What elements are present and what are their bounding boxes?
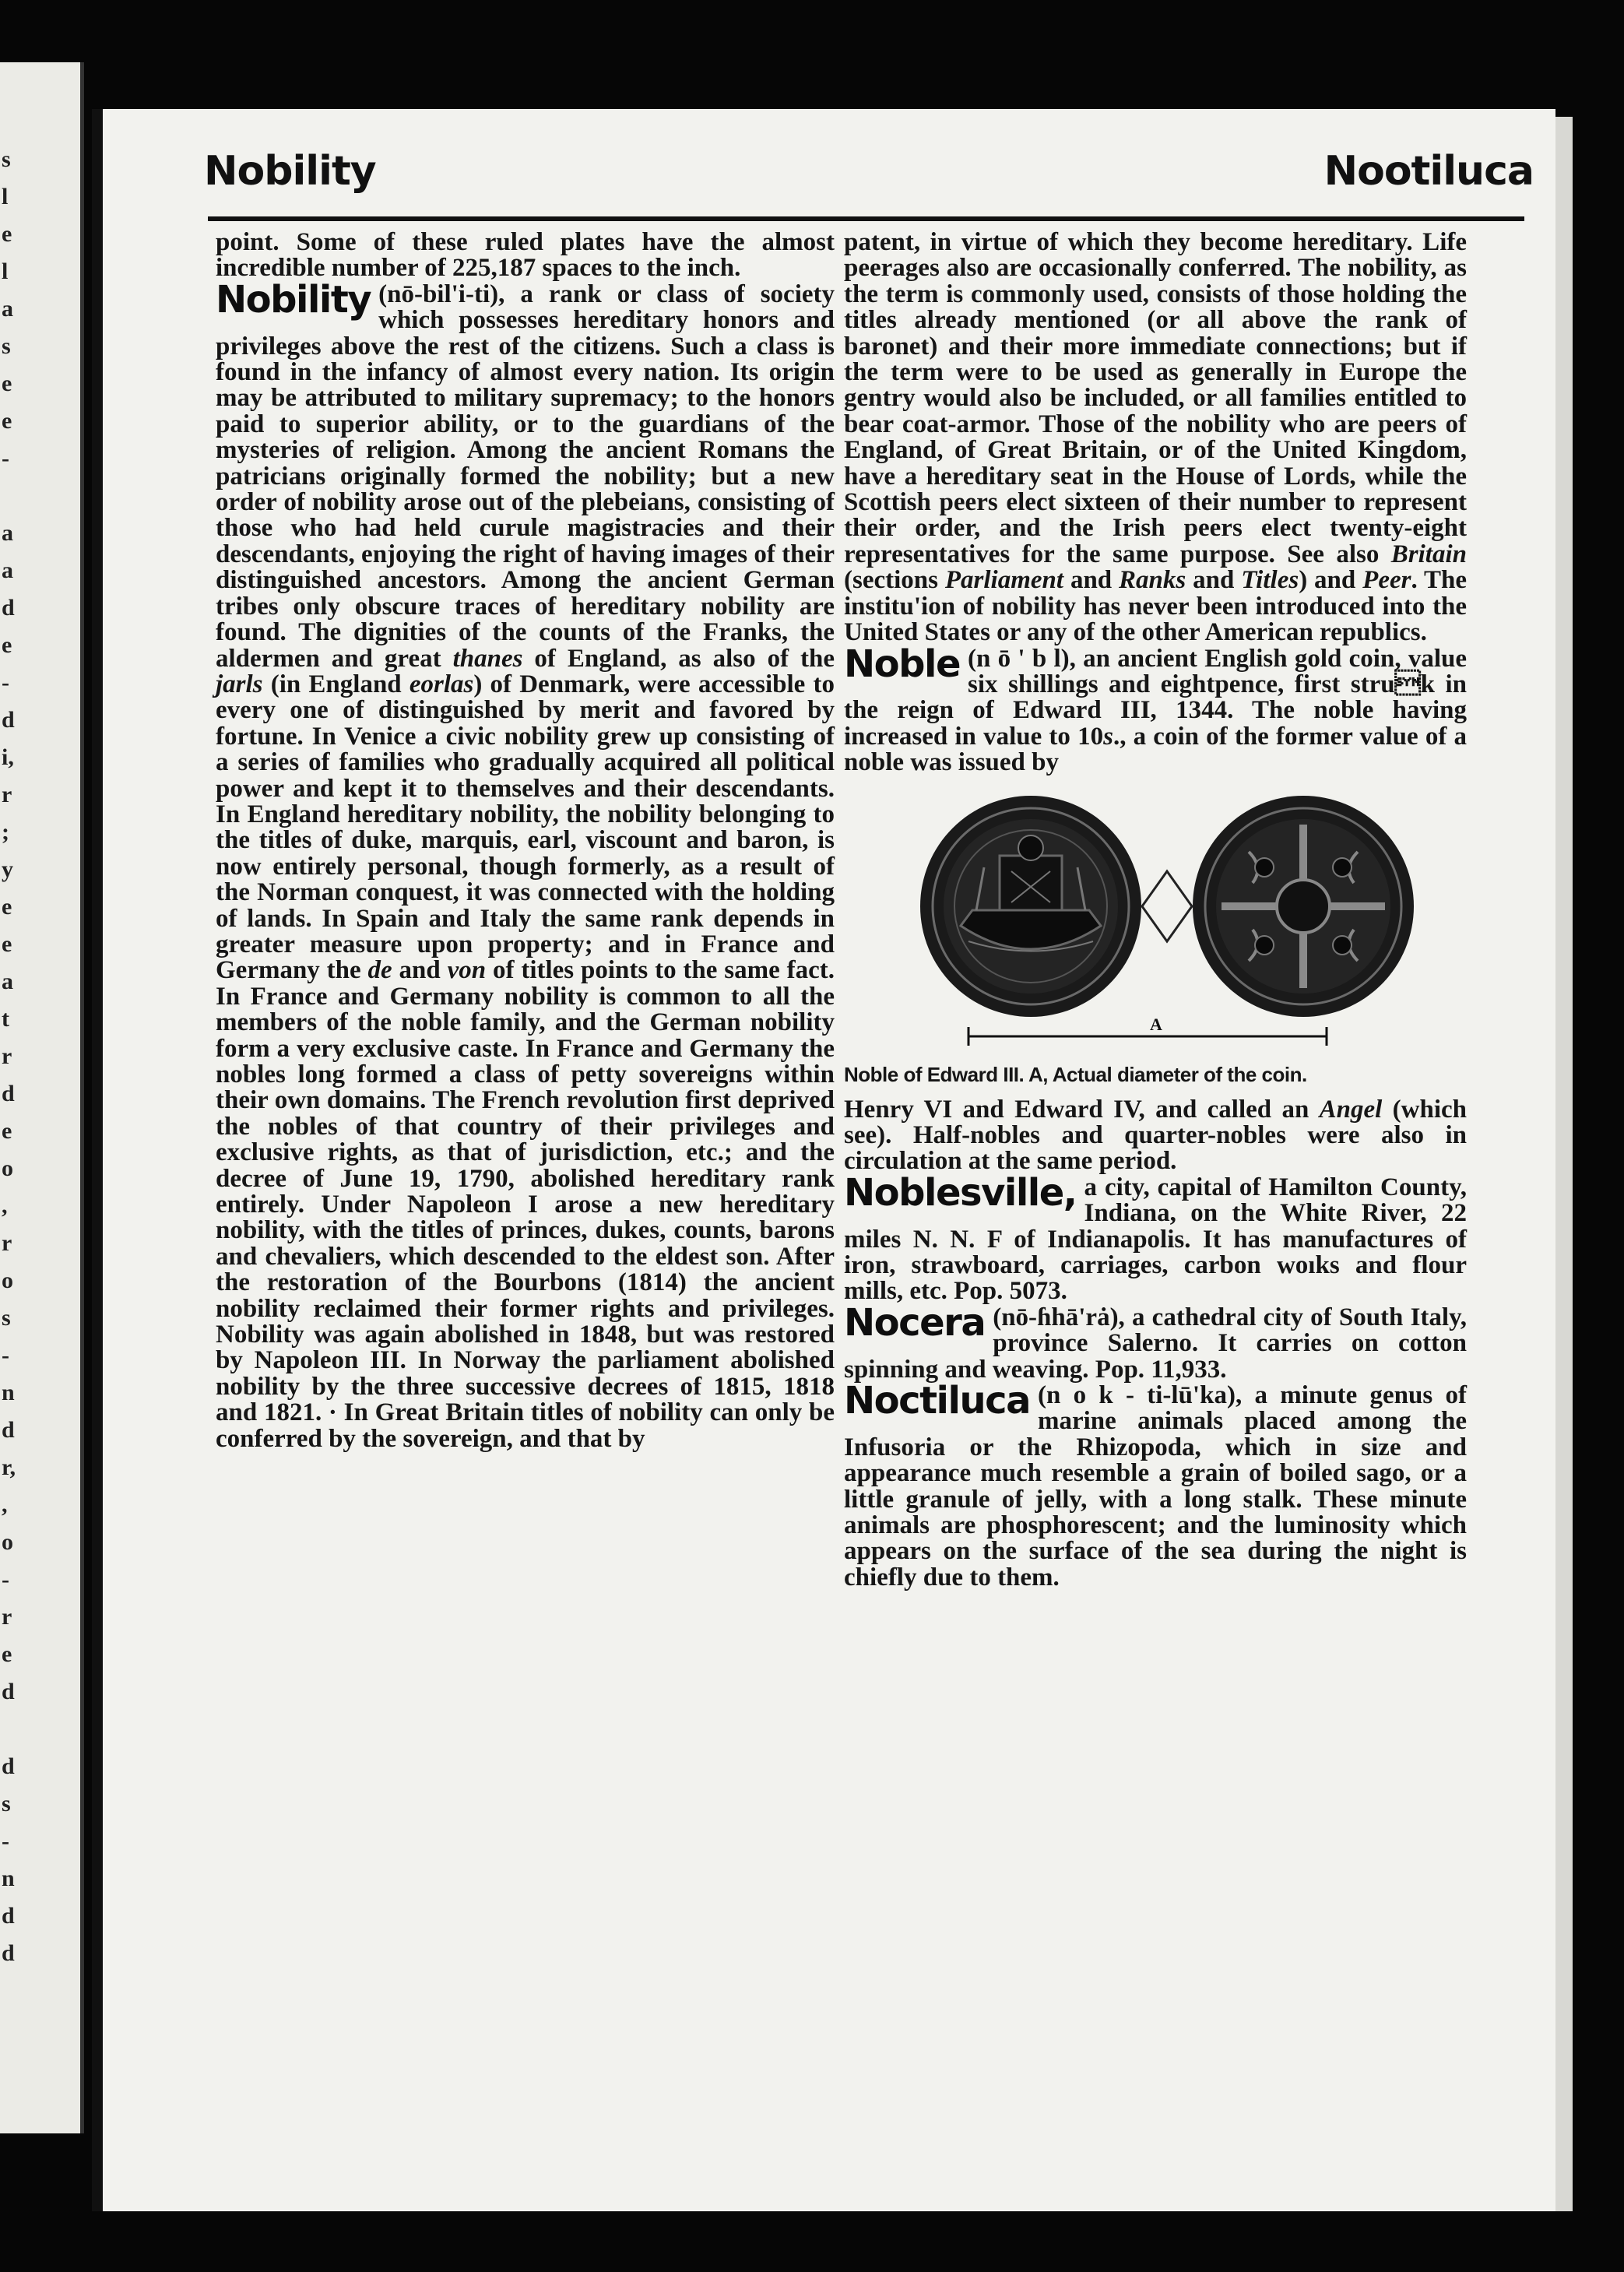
entry-text: and <box>392 956 448 985</box>
margin-fragment: - <box>2 1828 9 1854</box>
entry-text: a cathedral city of South Italy, province Salerno. It carries on cotton spinning and weaving. Pop. 11,933. <box>844 1303 1467 1384</box>
adjacent-page-edge <box>0 62 84 2133</box>
entry-text: ) of Denmark, were accessible to every one of distinguished by merit and favored by fortune. In Venice a civic nobility grew up consisting of a series of families who gradually acquired all political power and kept it to themselves and their descendants. In England hereditary nobility, the nobility belonging to the titles of duke, marquis, earl, viscount and baron, is now entirely personal, though formerly, as a result of the Norman conquest, it was connected with the holding of lands. In Spain and Italy the same rank depends in greater measure upon property; and in France and Germany the <box>216 670 835 985</box>
margin-fragment: e <box>2 1118 12 1144</box>
left-column <box>216 230 835 1452</box>
continued-text: point. Some of these ruled plates have the almost incredible number of 225,187 spaces to the inch. <box>216 228 835 283</box>
right-column <box>844 230 1467 1591</box>
italic-term: thanes <box>452 644 523 673</box>
header-rule <box>208 216 1524 221</box>
margin-fragment: e <box>2 371 12 396</box>
italic-term: de <box>367 956 392 985</box>
entry-continuation <box>844 1097 1467 1175</box>
margin-fragment: o <box>2 1155 13 1181</box>
margin-fragment: e <box>2 408 12 434</box>
pronunciation: (nō-bil'i-ti), <box>378 280 505 308</box>
continued-text <box>844 230 1467 646</box>
entry-text: patent, in virtue of which they become hereditary. Life peerages also are occasionally conferred. The nobility, as the term is commonly used, consists of those holding the titles already mentioned (or all above the rank of baronet) and their more immediate connections; but if the term were to be used as generally in Europe the gentry would also be included, or all families entitled to bear coat-armor. Those of the nobility who are peers of England, of Great Britain, or of the United Kingdom, have a hereditary seat in the House of Lords, while the Scottish peers elect sixteen of their number to represent their order, and the Irish peers elect twenty-eight representatives for the same purpose. See also <box>844 228 1467 568</box>
margin-fragment: d <box>2 1679 15 1704</box>
margin-fragment: d <box>2 1903 15 1929</box>
margin-fragment: , <box>2 1193 8 1219</box>
margin-fragment: e <box>2 894 12 920</box>
cross-reference: Peer <box>1362 566 1411 595</box>
margin-fragment: e <box>2 632 12 658</box>
margin-fragment: l <box>2 259 9 284</box>
margin-fragment: - <box>2 445 9 471</box>
margin-fragment: r, <box>2 1454 16 1480</box>
running-head-right: Nootiluca <box>1323 148 1534 195</box>
scale-label: A <box>1150 1014 1162 1034</box>
cross-reference: Parliament <box>944 566 1064 595</box>
margin-fragment: s <box>2 333 11 359</box>
margin-fragment: , <box>2 1492 8 1518</box>
margin-fragment: s <box>2 1791 11 1817</box>
page-edge-shadow <box>1555 117 1573 2211</box>
margin-fragment: r <box>2 1604 12 1630</box>
coin-obverse <box>920 796 1141 1017</box>
pronunciation: (n ō ' b l), <box>968 644 1076 673</box>
entry-nocera <box>844 1300 1467 1384</box>
entry-text: of titles points to the same fact. In France and Germany nobility is common to all the members of the noble family, and the German nobility form a very exclusive caste. In France and Germany the nobles long formed a class of petty sovereigns within their own domains. The French revolution first deprived the nobles of that country of their privileges and exclusive rights, as that of jurisdiction, etc.; and the decree of June 19, 1790, abolished hereditary rank entirely. Under Napoleon I arose a new hereditary nobility, with the titles of princes, dukes, counts, barons and chevaliers, which descended to the eldest son. After the restoration of the Bourbons (1814) the ancient nobility reclaimed their former rights and privileges. Nobility was again abolished in 1848, but was restored by Napoleon III. In Norway the parliament abolished nobility by the three successive decrees of 1815, 1818 and 1821. · In Great Britain titles of nobility can only be conferred by the sovereign, and that by <box>216 956 835 1453</box>
entry-text: and <box>1063 566 1120 595</box>
margin-fragment: n <box>2 1866 15 1891</box>
coin-reverse <box>1193 796 1414 1017</box>
margin-fragment: - <box>2 1567 9 1592</box>
margin-fragment: - <box>2 1342 9 1368</box>
pronunciation: (n o k - ti-lū'ka), <box>1037 1381 1243 1409</box>
pronunciation: (nō-ɦhā'rȧ), <box>993 1303 1125 1331</box>
margin-fragment: a <box>2 969 13 994</box>
cross-reference: Britain <box>1390 540 1467 568</box>
entry-noblesville <box>844 1170 1467 1306</box>
margin-fragment: y <box>2 856 13 882</box>
entry-noctiluca <box>844 1379 1467 1591</box>
margin-fragment: r <box>2 782 12 807</box>
entry-text: Henry VI and Edward IV, and called an <box>844 1095 1320 1124</box>
margin-fragment: r <box>2 1230 12 1256</box>
margin-fragment: e <box>2 221 12 247</box>
margin-fragment: o <box>2 1268 13 1293</box>
entry-text: (sections <box>844 566 945 595</box>
entry-text: ., a coin of the former value of a noble was issued by <box>844 722 1467 777</box>
margin-fragment: i, <box>2 744 14 770</box>
running-head-left: Nobility <box>204 148 376 195</box>
book-page <box>92 109 1555 2211</box>
gutter-shadow <box>80 62 84 2133</box>
coin-link-mark <box>1142 871 1192 941</box>
margin-fragment: o <box>2 1529 13 1555</box>
italic-term: s <box>1103 722 1113 751</box>
entry-text: an ancient English gold coin, value six shillings and eightpence, first struk in the reign of Edward III, 1344. The noble having increased in value to 10 <box>844 644 1468 751</box>
cross-reference: Titles <box>1241 566 1299 595</box>
margin-fragment: d <box>2 1940 15 1966</box>
margin-fragment: l <box>2 184 9 209</box>
entry-text: . The institu'ion of nobility has never been introduced into the United States or any of the other American republics. <box>844 566 1468 647</box>
margin-fragment: - <box>2 670 9 695</box>
margin-fragment: e <box>2 1641 12 1667</box>
headword-noctiluca: Noctiluca <box>844 1379 1030 1423</box>
margin-fragment: d <box>2 1753 15 1779</box>
margin-fragment: d <box>2 1081 15 1106</box>
entry-text: (in England <box>262 670 410 698</box>
headword-nocera: Nocera <box>844 1300 986 1345</box>
entry-nobility <box>216 277 835 1453</box>
margin-fragment: s <box>2 146 11 172</box>
entry-text: a city, capital of Hamilton County, Indiana, on the White River, 22 miles N. N. F of Indianapolis. It has manufactures of iron, strawboard, carriages, carbon woıks and flour mills, etc. Pop. 5073. <box>844 1173 1467 1306</box>
entry-noble <box>844 642 1468 777</box>
headword-noblesville: Noblesville, <box>844 1170 1077 1215</box>
margin-fragment: r <box>2 1043 12 1069</box>
margin-fragment: a <box>2 296 13 322</box>
entry-text: a minute genus of marine animals placed among the Infusoria or the Rhizopoda, which in size and appearance much resemble a grain of boiled sago, or a little granule of jelly, with a long stalk. These minute animals are phosphorescent; and the luminosity which appears on the surface of the sea during the night is chiefly due to them. <box>844 1381 1467 1591</box>
cross-reference: Ranks <box>1119 566 1186 595</box>
diameter-scale <box>968 1027 1327 1046</box>
entry-text: a rank or class of society which possesses hereditary honors and privileges above the rest of the citizens. Such a class is found in the infancy of almost every nation. Its origin may be attributed to military supremacy; to the honors paid to superior ability, or to the guardians of the mysteries of religion. Among the ancient Romans the patricians originally formed the nobility; but a new order of nobility arose out of the plebeians, consisting of those who had held curule magistracies and their descendants, enjoying the right of having images of their distinguished ancestors. Among the ancient German tribes only obscure traces of hereditary nobility are found. The dignities of the counts of the Franks, the aldermen and great <box>216 280 835 673</box>
entry-text: of England, as also of the <box>522 644 835 673</box>
margin-fragment: n <box>2 1380 15 1405</box>
entry-text: (which see). Half-nobles and quarter-nobles were also in circulation at the same period. <box>844 1095 1467 1176</box>
entry-text: ) and <box>1299 566 1363 595</box>
margin-fragment: d <box>2 595 15 621</box>
figure-caption: Noble of Edward III. A, Actual diameter of the coin. <box>844 1062 1307 1086</box>
margin-fragment: t <box>2 1006 9 1032</box>
noble-coin-figure <box>844 793 1467 1058</box>
margin-fragment: ; <box>2 819 9 845</box>
italic-term: jarls <box>216 670 263 698</box>
headword-noble: Noble <box>844 642 961 686</box>
margin-fragment: d <box>2 1417 15 1443</box>
italic-term: eorlas <box>409 670 474 698</box>
headword-nobility: Nobility <box>216 277 371 322</box>
margin-fragment: d <box>2 707 15 733</box>
cross-reference: Angel <box>1319 1095 1383 1124</box>
italic-term: von <box>447 956 487 985</box>
margin-fragment: a <box>2 520 13 546</box>
coin-illustration <box>844 793 1467 1058</box>
margin-fragment: a <box>2 557 13 583</box>
margin-fragment: e <box>2 931 12 957</box>
entry-text: and <box>1186 566 1242 595</box>
margin-fragment: s <box>2 1305 11 1331</box>
